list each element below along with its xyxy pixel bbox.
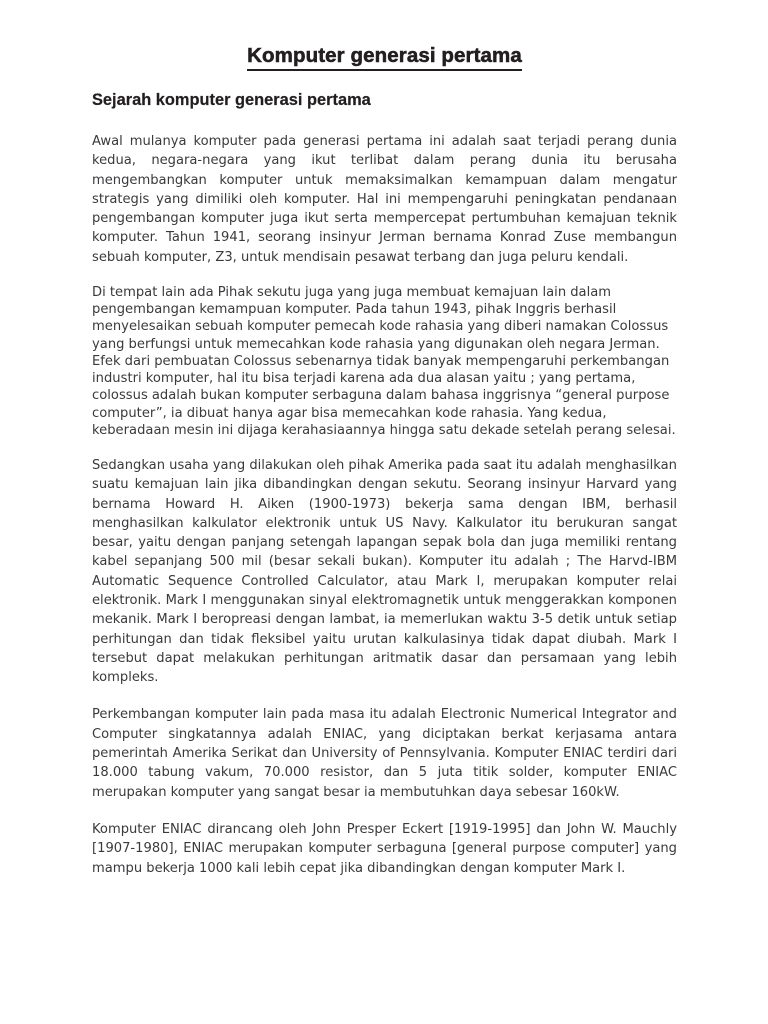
page-title-underlined-text: Komputer generasi pertama bbox=[247, 44, 522, 71]
body-paragraph-1: Awal mulanya komputer pada generasi pertama ini adalah saat terjadi perang dunia kedua, negara-negara yang ikut terlibat dalam perang dunia itu berusaha mengembangkan komputer untuk memaksimalkan kemampuan dalam mengatur strategis yang dimiliki oleh komputer. Hal ini mempengaruhi peningkatan pendanaan pengembangan komputer juga ikut serta mempercepat pertumbuhan kemajuan teknik komputer. Tahun 1941, seorang insinyur Jerman bernama Konrad Zuse membangun sebuah komputer, Z3, untuk mendisain pesawat terbang dan juga peluru kendali. bbox=[92, 134, 677, 265]
body-paragraph-3: Sedangkan usaha yang dilakukan oleh pihak Amerika pada saat itu adalah menghasilkan suatu kemajuan lain jika dibandingkan dengan sekutu. Seorang insinyur Harvard yang bernama Howard H. Aiken (1900-1973) bekerja sama dengan IBM, berhasil menghasilkan kalkulator elektronik untuk US Navy. Kalkulator itu berukuran sangat besar, yaitu dengan panjang setengah lapangan sepak bola dan juga memiliki rentang kabel sepanjang 500 mil (besar sekali bukan). Komputer itu adalah ; The Harvd-IBM Automatic Sequence Controlled Calculator, atau Mark I, merupakan komputer relai elektronik. Mark I menggunakan sinyal elektromagnetik untuk menggerakkan komponen mekanik. Mark I beropreasi dengan lambat, ia memerlukan waktu 3-5 detik untuk setiap perhitungan dan tidak fleksibel yaitu urutan kalkulasinya tidak dapat diubah. Mark I tersebut dapat melakukan perhitungan aritmatik dasar dan persamaan yang lebih kompleks. bbox=[92, 457, 677, 686]
section-subheading: Sejarah komputer generasi pertama bbox=[92, 91, 371, 109]
body-paragraph-5: Komputer ENIAC dirancang oleh John Presper Eckert [1919-1995] dan John W. Mauchly [1907-1980], ENIAC merupakan komputer serbaguna [general purpose computer] yang mampu bekerja 1000 kali lebih cepat jika dibandingkan dengan komputer Mark I. bbox=[92, 821, 677, 876]
document-body bbox=[92, 0, 677, 878]
body-paragraph-2: Di tempat lain ada Pihak sekutu juga yang juga membuat kemajuan lain dalam pengembangan kemampuan komputer. Pada tahun 1943, pihak Inggris berhasil menyelesaikan sebuah komputer pemecah kode rahasia yang diberi namakan Colossus yang berfungsi untuk memecahkan kode rahasia yang digunakan oleh negara Jerman. Efek dari pembuatan Colossus sebenarnya tidak banyak mempengaruhi perkembangan industri komputer, hal itu bisa terjadi karena ada dua alasan yaitu ; yang pertama, colossus adalah bukan komputer serbaguna dalam bahasa inggrisnya “general purpose computer”, ia dibuat hanya agar bisa memecahkan kode rahasia. Yang kedua, keberadaan mesin ini dijaga kerahasiaannya hingga satu dekade setelah perang selesai. bbox=[92, 285, 676, 438]
body-paragraph-4: Perkembangan komputer lain pada masa itu adalah Electronic Numerical Integrator and Computer singkatannya adalah ENIAC, yang diciptakan berkat kerjasama antara pemerintah Amerika Serikat dan University of Pennsylvania. Komputer ENIAC terdiri dari 18.000 tabung vakum, 70.000 resistor, dan 5 juta titik solder, komputer ENIAC merupakan komputer yang sangat besar ia membutuhkan daya sebesar 160kW. bbox=[92, 707, 677, 800]
page-title bbox=[92, 0, 677, 71]
